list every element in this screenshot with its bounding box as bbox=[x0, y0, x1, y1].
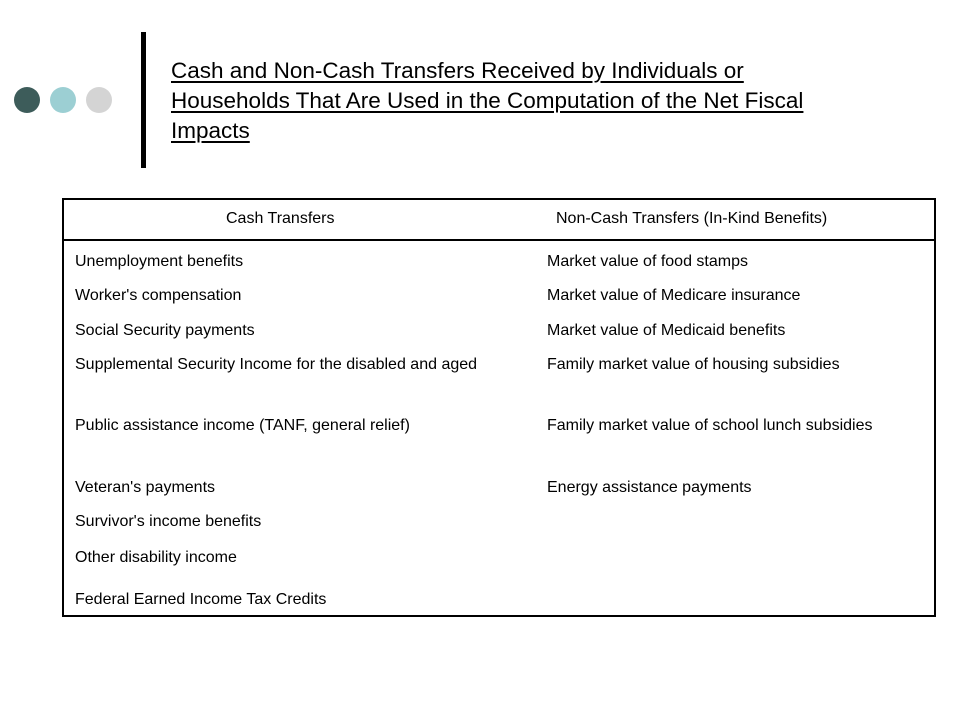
table-cell-noncash: Energy assistance payments bbox=[547, 479, 752, 496]
table-cell-noncash: Market value of Medicare insurance bbox=[547, 287, 801, 304]
title-divider bbox=[141, 32, 146, 168]
table-cell-noncash: Family market value of school lunch subsidies bbox=[547, 417, 873, 434]
table-cell-cash: Federal Earned Income Tax Credits bbox=[75, 591, 327, 608]
gray-dot bbox=[86, 87, 112, 113]
table-cell-cash: Worker's compensation bbox=[75, 287, 242, 304]
table-header-row bbox=[64, 200, 934, 241]
table-cell-noncash: Market value of food stamps bbox=[547, 253, 748, 270]
page-title: Cash and Non-Cash Transfers Received by Individuals or Households That Are Used in the Computation of the Net Fiscal Impacts bbox=[171, 58, 804, 143]
table-cell-cash: Veteran's payments bbox=[75, 479, 216, 496]
table-cell-noncash: Family market value of housing subsidies bbox=[547, 356, 840, 373]
dark-dot bbox=[14, 87, 40, 113]
teal-dot bbox=[50, 87, 76, 113]
table-cell-cash: Social Security payments bbox=[75, 322, 255, 339]
table-cell-cash: Unemployment benefits bbox=[75, 253, 244, 270]
table-cell-cash: Supplemental Security Income for the disabled and aged bbox=[75, 356, 478, 373]
table-cell-cash: Public assistance income (TANF, general relief) bbox=[75, 417, 410, 434]
column-header-cash: Cash Transfers bbox=[226, 210, 335, 227]
table-cell-noncash: Market value of Medicaid benefits bbox=[547, 322, 786, 339]
table-cell-cash: Survivor's income benefits bbox=[75, 513, 262, 530]
transfers-table bbox=[62, 198, 936, 617]
column-header-noncash: Non-Cash Transfers (In-Kind Benefits) bbox=[556, 210, 828, 227]
decorative-dots bbox=[14, 86, 112, 114]
table-cell-cash: Other disability income bbox=[75, 549, 237, 566]
